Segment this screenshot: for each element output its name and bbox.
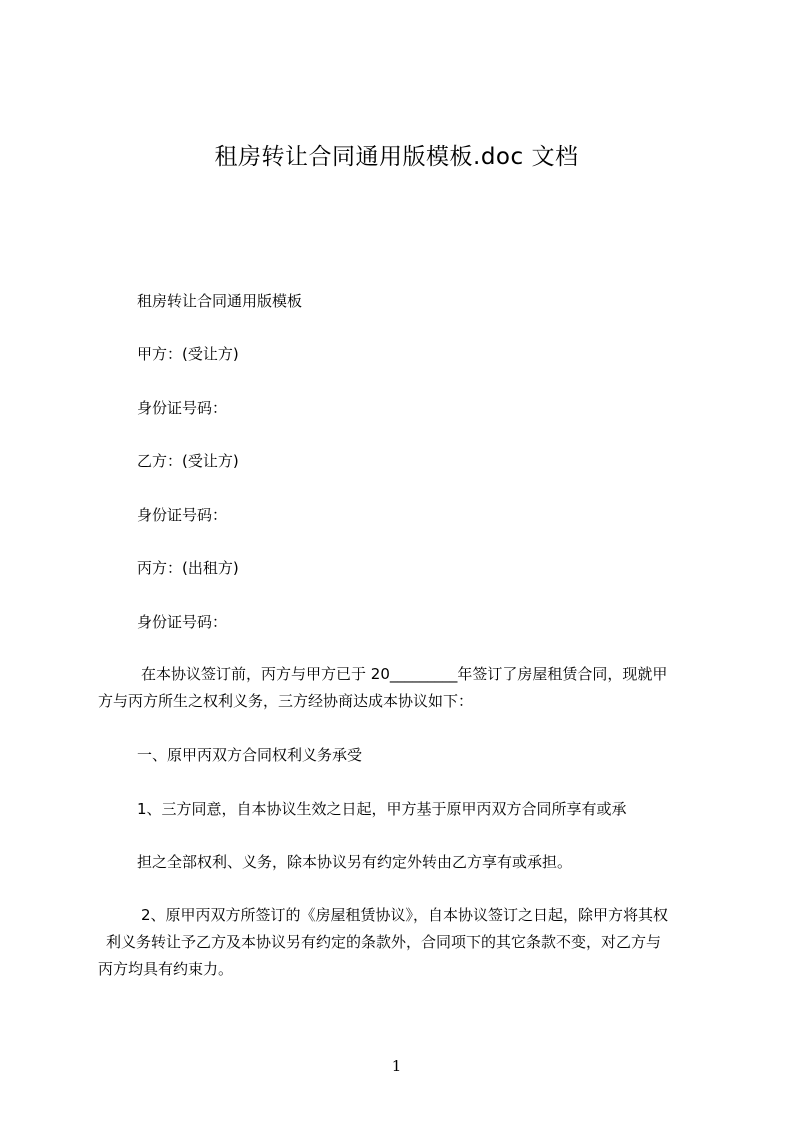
clause-1-line-1: 1、三方同意，自本协议生效之日起，甲方基于原甲丙双方合同所享有或承	[137, 800, 627, 818]
party-a-id-line: 身份证号码：	[137, 399, 228, 417]
party-c-id-line: 身份证号码：	[137, 613, 228, 631]
clause-2-line-1: 2、原甲丙双方所签订的《房屋租赁协议》，自本协议签订之日起，除甲方将其权	[141, 906, 669, 924]
page-number: 1	[391, 1057, 402, 1075]
party-b-id-line: 身份证号码：	[137, 506, 228, 524]
document-title: 租房转让合同通用版模板.doc 文档	[214, 144, 579, 170]
party-b-line: 乙方：(受让方)	[137, 452, 239, 470]
contract-name-line: 租房转让合同通用版模板	[137, 292, 303, 310]
clause-1-line-2: 担之全部权利、义务，除本协议另有约定外转由乙方享有或承担。	[137, 853, 573, 871]
intro-paragraph-line-2: 方与丙方所生之权利义务，三方经协商达成本协议如下：	[98, 692, 474, 710]
section-1-heading: 一、原甲丙双方合同权利义务承受	[137, 746, 363, 764]
intro-paragraph-line-1: 在本协议签订前，丙方与甲方已于 20_________年签订了房屋租赁合同，现就甲	[141, 665, 668, 683]
clause-2-line-3: 丙方均具有约束力。	[98, 960, 234, 978]
party-a-line: 甲方：(受让方)	[137, 345, 239, 363]
clause-2-line-2: 利义务转让予乙方及本协议另有约定的条款外，合同项下的其它条款不变，对乙方与	[106, 933, 662, 951]
party-c-line: 丙方：(出租方)	[137, 559, 239, 577]
